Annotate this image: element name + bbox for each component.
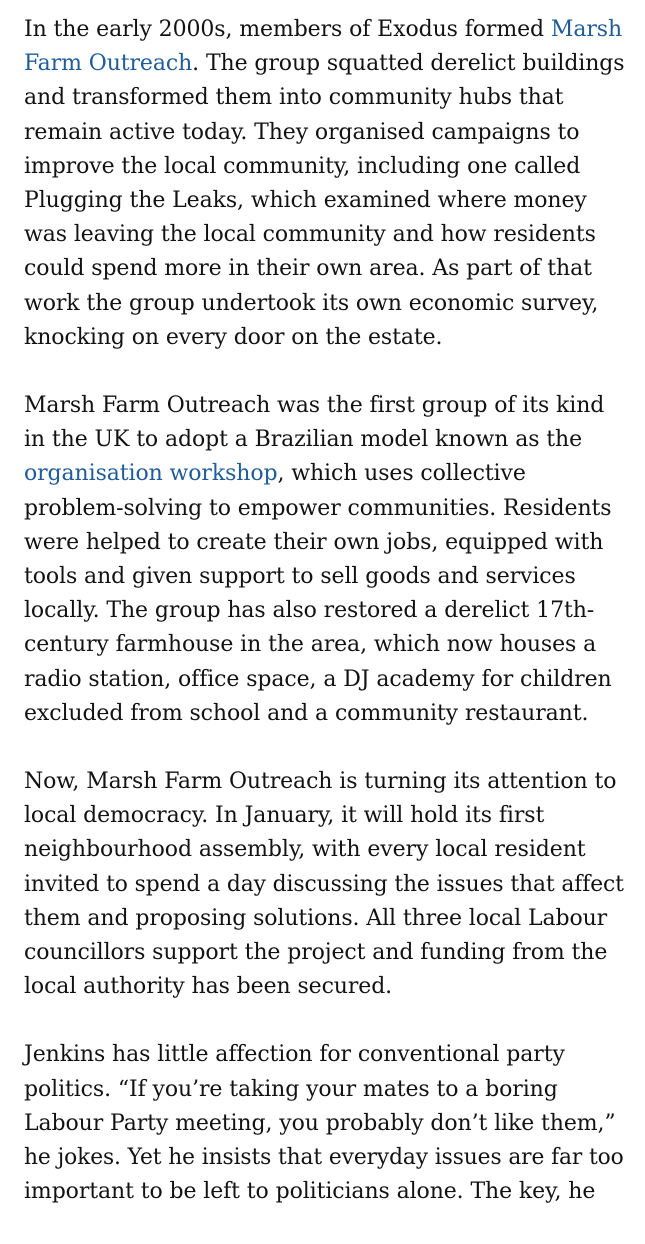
text-segment: politics. “If you’re taking your mates to a boring (24, 1076, 558, 1102)
text-line (24, 218, 624, 252)
article-body (24, 0, 624, 1244)
text-line (24, 116, 624, 150)
text-line (24, 423, 624, 457)
text-line (24, 1141, 624, 1175)
text-segment: Marsh Farm Outreach was the first group of its kind (24, 393, 605, 419)
text-line (24, 560, 624, 594)
text-line (24, 252, 624, 286)
article-paragraph (24, 1038, 624, 1209)
text-segment: and transformed them into community hubs that (24, 85, 564, 111)
article-paragraph (24, 765, 624, 1004)
text-line (24, 287, 624, 321)
text-line (24, 1038, 624, 1072)
text-segment: Now, Marsh Farm Outreach is turning its attention to (24, 769, 617, 795)
text-line (24, 321, 624, 355)
text-segment: Jenkins has little affection for conventional party (24, 1042, 565, 1068)
text-segment: work the group undertook its own economic survey, (24, 290, 599, 316)
text-line (24, 936, 624, 970)
text-segment: . The group squatted derelict buildings (192, 51, 625, 77)
text-line (24, 833, 624, 867)
text-segment: knocking on every door on the estate. (24, 324, 443, 350)
text-segment: them and proposing solutions. All three local Labour (24, 905, 608, 931)
text-segment: excluded from school and a community restaurant. (24, 700, 589, 726)
text-line (24, 81, 624, 115)
text-line (24, 628, 624, 662)
text-line (24, 799, 624, 833)
text-segment: neighbourhood assembly, with every local resident (24, 837, 586, 863)
text-segment: he jokes. Yet he insists that everyday issues are far too (24, 1145, 624, 1171)
text-segment: invited to spend a day discussing the issues that affect (24, 871, 624, 897)
text-line (24, 1073, 624, 1107)
text-segment: in the UK to adopt a Brazilian model known as the (24, 427, 583, 453)
article-paragraph (24, 13, 624, 355)
text-segment: were helped to create their own jobs, equipped with (24, 529, 604, 555)
text-line (24, 1107, 624, 1141)
text-segment: local authority has been secured. (24, 974, 393, 1000)
text-line (24, 970, 624, 1004)
text-line (24, 184, 624, 218)
text-line (24, 868, 624, 902)
text-line (24, 663, 624, 697)
text-segment: improve the local community, including one called (24, 153, 581, 179)
text-line (24, 526, 624, 560)
text-segment: locally. The group has also restored a derelict 17th- (24, 598, 595, 624)
text-segment: councillors support the project and funding from the (24, 940, 608, 966)
text-segment: remain active today. They organised campaigns to (24, 119, 580, 145)
text-line (24, 902, 624, 936)
text-line (24, 150, 624, 184)
text-segment: was leaving the local community and how residents (24, 222, 596, 248)
text-segment: Labour Party meeting, you probably don’t like them,” (24, 1110, 616, 1136)
text-line (24, 492, 624, 526)
text-segment: radio station, office space, a DJ academy for children (24, 666, 612, 692)
text-line (24, 47, 624, 81)
text-segment: local democracy. In January, it will hold its first (24, 803, 545, 829)
text-segment: century farmhouse in the area, which now houses a (24, 632, 597, 658)
text-line (24, 697, 624, 731)
text-line (24, 457, 624, 491)
text-line (24, 389, 624, 423)
text-segment: important to be left to politicians alone. The key, he (24, 1179, 596, 1205)
inline-link[interactable]: Farm Outreach (24, 51, 193, 77)
text-segment: tools and given support to sell goods and services (24, 564, 576, 590)
text-segment: , which uses collective (277, 461, 526, 487)
text-segment: Plugging the Leaks, which examined where money (24, 188, 587, 214)
text-segment: problem-solving to empower communities. Residents (24, 495, 612, 521)
text-segment: could spend more in their own area. As part of that (24, 256, 592, 282)
text-line (24, 594, 624, 628)
inline-link[interactable]: Marsh (550, 17, 623, 42)
text-segment: In the early 2000s, members of Exodus formed (24, 17, 551, 42)
text-line (24, 13, 624, 47)
text-line (24, 1175, 624, 1209)
inline-link[interactable]: organisation workshop (24, 461, 278, 487)
article-paragraph (24, 389, 624, 731)
text-line (24, 765, 624, 799)
